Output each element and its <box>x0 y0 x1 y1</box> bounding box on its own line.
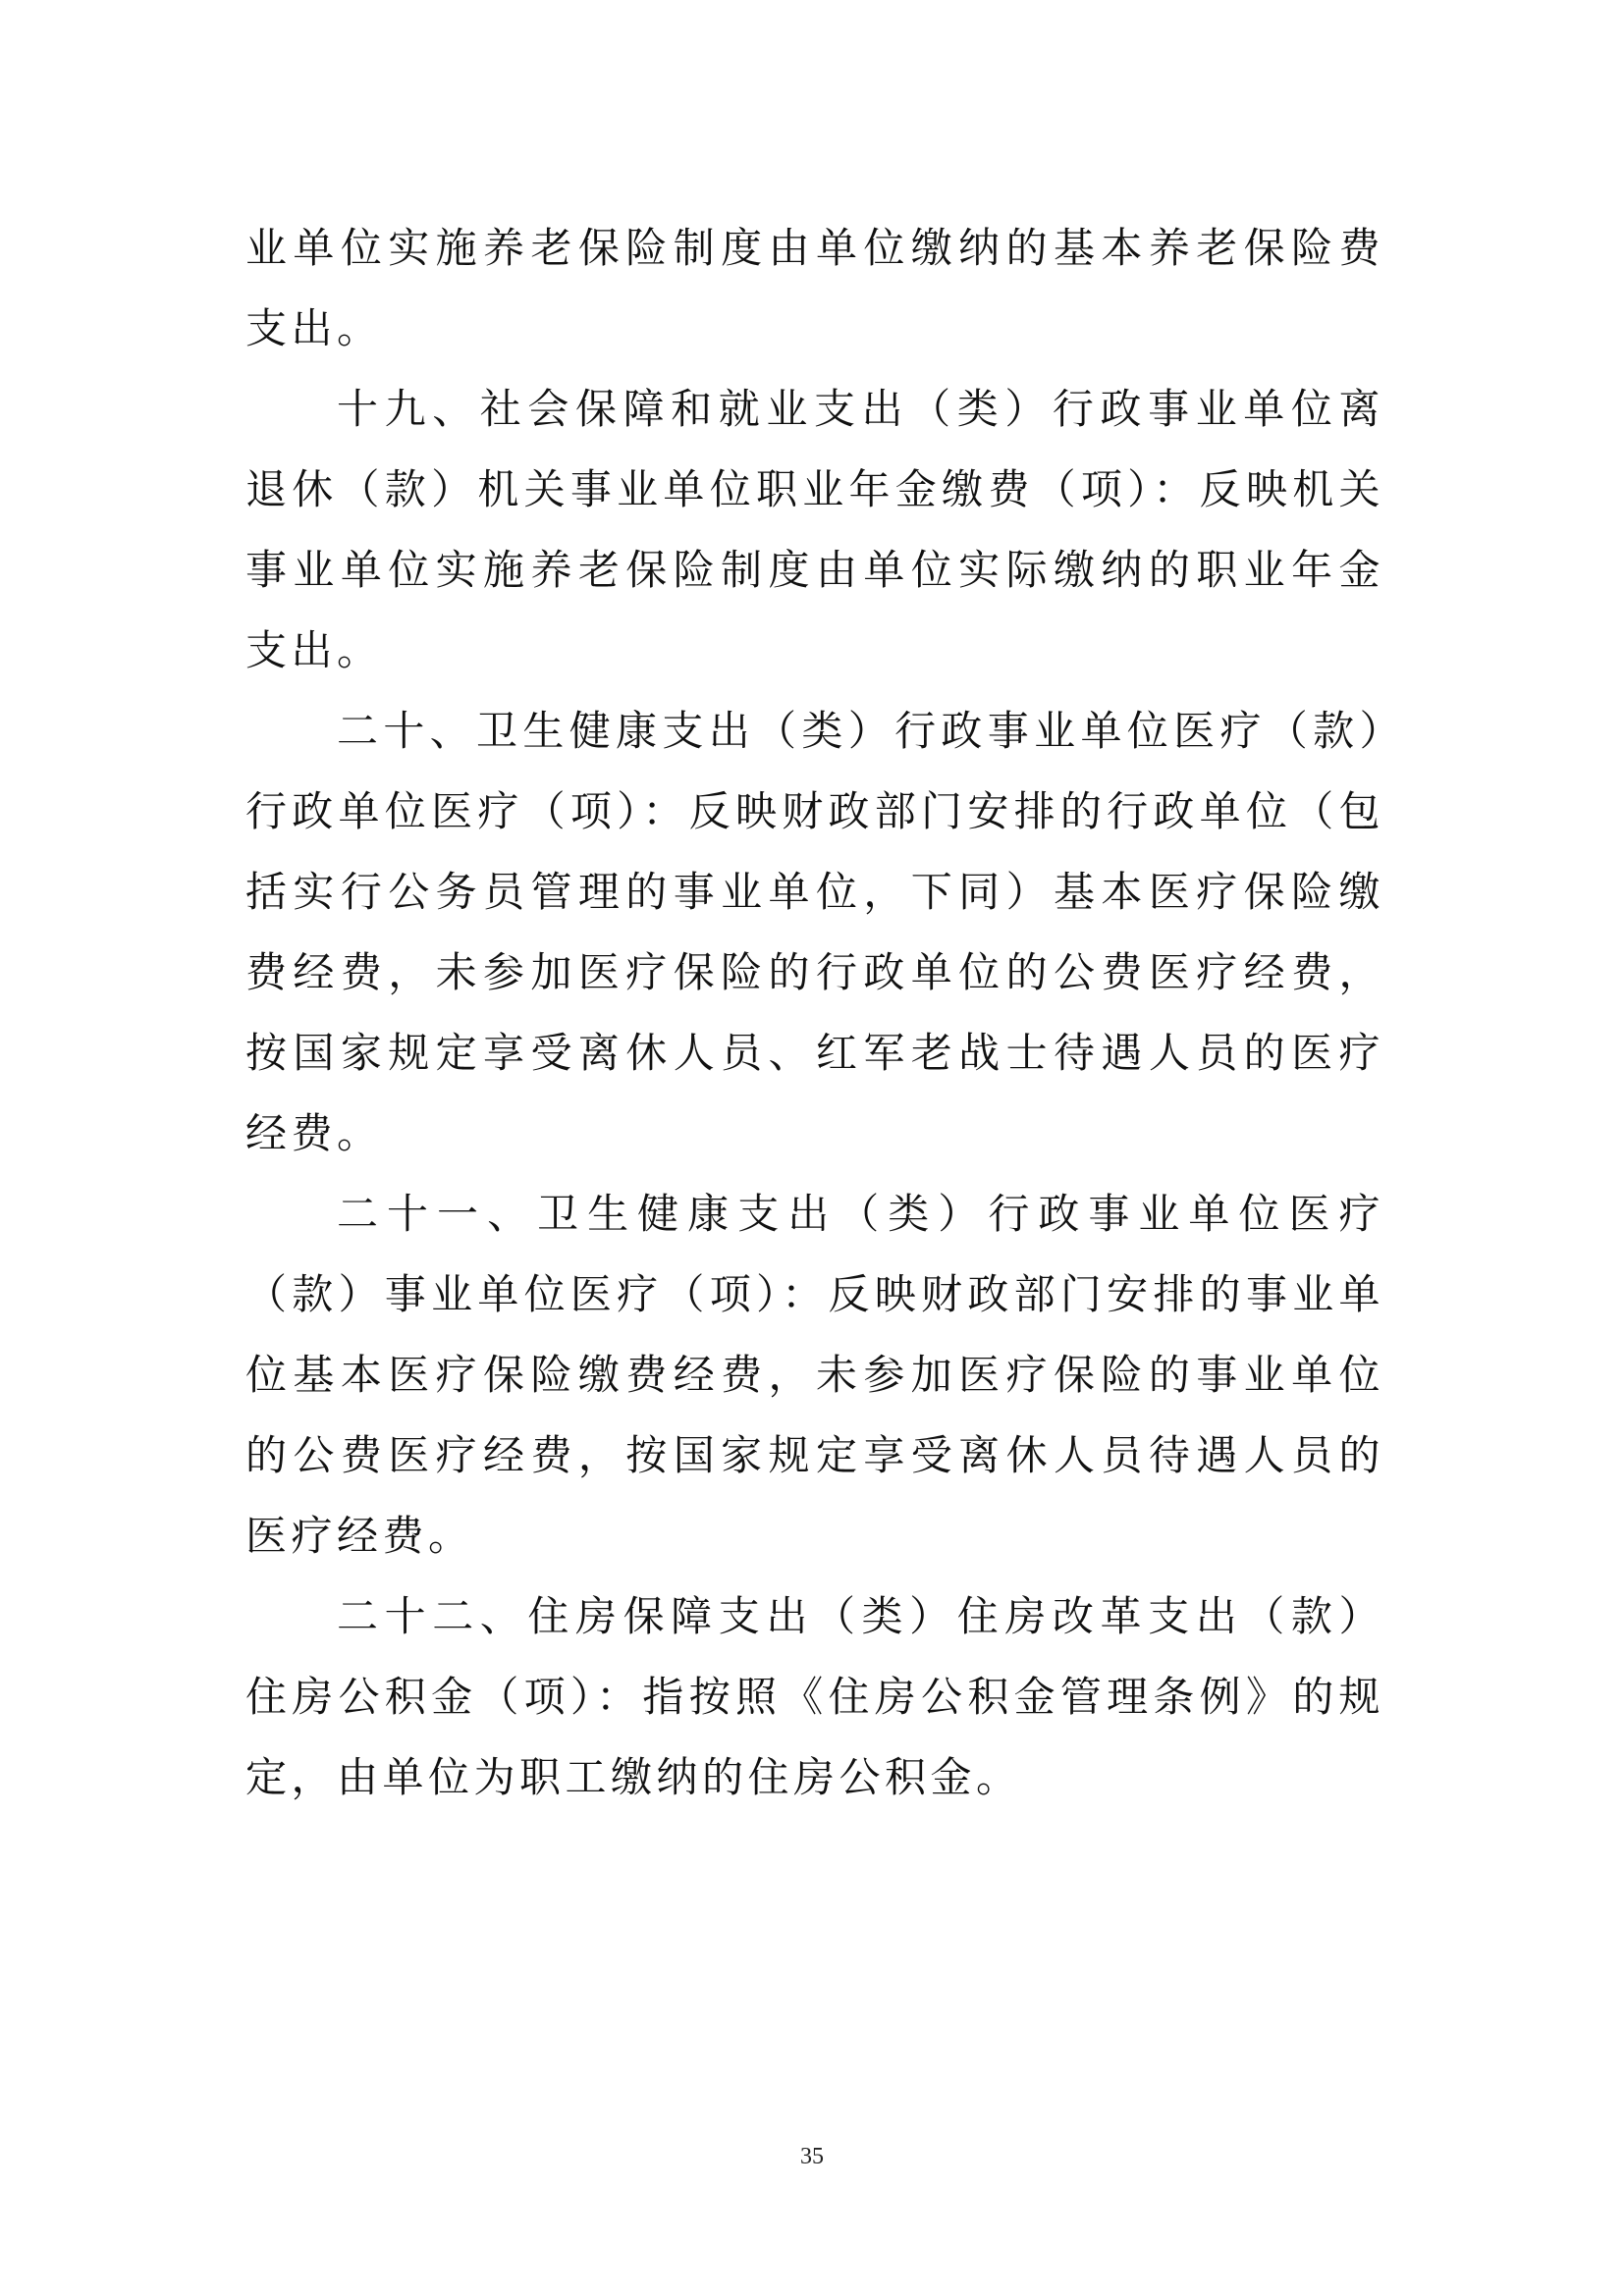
paragraph-item-22: 二十二、住房保障支出（类）住房改革支出（款）住房公积金（项）：指按照《住房公积金管理条例》的规定，由单位为职工缴纳的住房公积金。 <box>245 1592 1384 1801</box>
paragraph-item-21: 二十一、卫生健康支出（类）行政事业单位医疗（款）事业单位医疗（项）：反映财政部门安排的事业单位基本医疗保险缴费经费，未参加医疗保险的事业单位的公费医疗经费，按国家规定享受离休人员待遇人员的医疗经费。 <box>245 1190 1384 1560</box>
paragraph-item-19: 十九、社会保障和就业支出（类）行政事业单位离退休（款）机关事业单位职业年金缴费（项）：反映机关事业单位实施养老保险制度由单位实际缴纳的职业年金支出。 <box>245 385 1384 674</box>
document-body <box>245 208 1384 1818</box>
page-number: 35 <box>800 2144 824 2169</box>
paragraph-item-20: 二十、卫生健康支出（类）行政事业单位医疗（款）行政单位医疗（项）：反映财政部门安排的行政单位（包括实行公务员管理的事业单位，下同）基本医疗保险缴费经费，未参加医疗保险的行政单位的公费医疗经费，按国家规定享受离休人员、红军老战士待遇人员的医疗经费。 <box>245 707 1384 1157</box>
paragraph-continuation: 业单位实施养老保险制度由单位缴纳的基本养老保险费支出。 <box>245 224 1384 352</box>
